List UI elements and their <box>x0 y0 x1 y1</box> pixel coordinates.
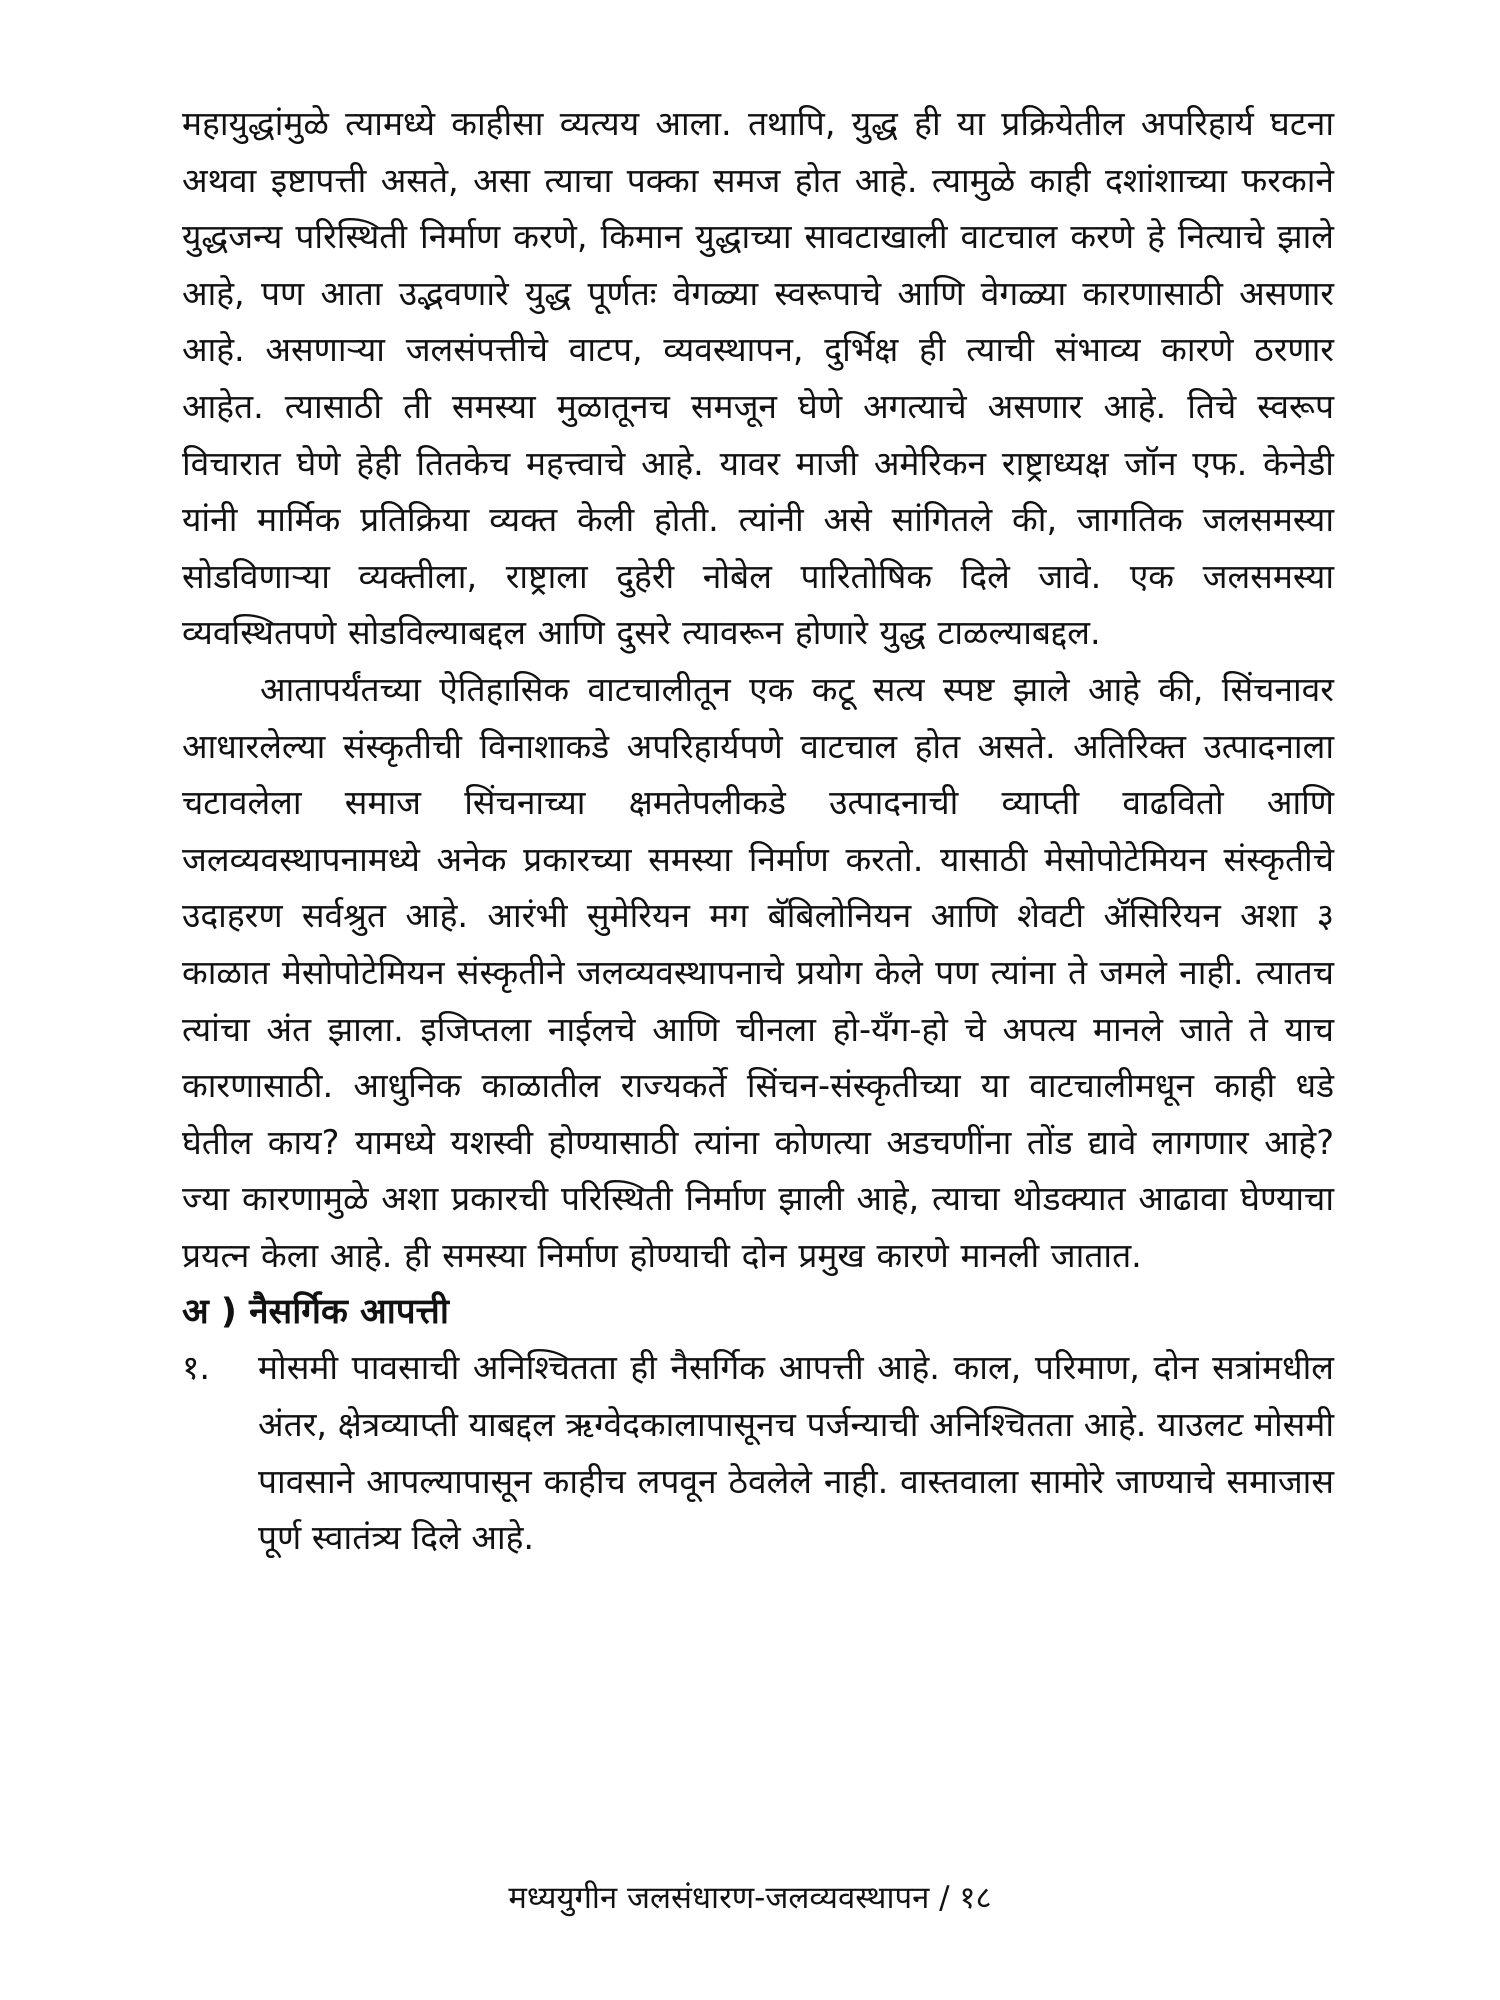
paragraph-1: महायुद्धांमुळे त्यामध्ये काहीसा व्यत्यय आला. तथापि, युद्ध ही या प्रक्रियेतील अपरिहार्य घटना अथवा इष्टापत्ती असते, असा त्याचा पक्का समज होत आहे. त्यामुळे काही दशांशाच्या फरकाने युद्धजन्य परिस्थिती निर्माण करणे, किमान युद्धाच्या सावटाखाली वाटचाल करणे हे नित्याचे झाले आहे, पण आता उद्भवणारे युद्ध पूर्णतः वेगळ्या स्वरूपाचे आणि वेगळ्या कारणासाठी असणार आहे. असणाऱ्या जलसंपत्तीचे वाटप, व्यवस्थापन, दुर्भिक्ष ही त्याची संभाव्य कारणे ठरणार आहेत. त्यासाठी ती समस्या मुळातूनच समजून घेणे अगत्याचे असणार आहे. तिचे स्वरूप विचारात घेणे हेही तितकेच महत्त्वाचे आहे. यावर माजी अमेरिकन राष्ट्राध्यक्ष जॉन एफ. केनेडी यांनी मार्मिक प्रतिक्रिया व्यक्त केली होती. त्यांनी असे सांगितले की, जागतिक जलसमस्या सोडविणाऱ्या व्यक्तीला, राष्ट्राला दुहेरी नोबेल पारितोषिक दिले जावे. एक जलसमस्या व्यवस्थितपणे सोडविल्याबद्दल आणि दुसरे त्यावरून होणारे युद्ध टाळल्याबद्दल. <box>182 104 1334 653</box>
list-item-number: १. <box>182 1348 211 1388</box>
paragraph-2: आतापर्यंतच्या ऐतिहासिक वाटचालीतून एक कटू सत्य स्पष्ट झाले आहे की, सिंचनावर आधारलेल्या संस्कृतीची विनाशाकडे अपरिहार्यपणे वाटचाल होत असते. अतिरिक्त उत्पादनाला चटावलेला समाज सिंचनाच्या क्षमतेपलीकडे उत्पादनाची व्याप्ती वाढवितो आणि जलव्यवस्थापनामध्ये अनेक प्रकारच्या समस्या निर्माण करतो. यासाठी मेसोपोटेमियन संस्कृतीचे उदाहरण सर्वश्रुत आहे. आरंभी सुमेरियन मग बॅबिलोनियन आणि शेवटी ॲसिरियन अशा ३ काळात मेसोपोटेमियन संस्कृतीने जलव्यवस्थापनाचे प्रयोग केले पण त्यांना ते जमले नाही. त्यातच त्यांचा अंत झाला. इजिप्तला नाईलचे आणि चीनला हो-यॅंग-हो चे अपत्य मानले जाते ते याच कारणासाठी. आधुनिक काळातील राज्यकर्ते सिंचन-संस्कृतीच्या या वाटचालीमधून काही धडे घेतील काय? यामध्ये यशस्वी होण्यासाठी त्यांना कोणत्या अडचणींना तोंड द्यावे लागणार आहे? ज्या कारणामुळे अशा प्रकारची परिस्थिती निर्माण झाली आहे, त्याचा थोडक्यात आढावा घेण्याचा प्रयत्न केला आहे. ही समस्या निर्माण होण्याची दोन प्रमुख कारणे मानली जातात. <box>182 669 1334 1275</box>
page-body <box>182 96 1334 1567</box>
list-item <box>182 1340 1334 1566</box>
page-footer: मध्ययुगीन जलसंधारण-जलव्यवस्थापन / १८ <box>508 1880 992 1916</box>
section-heading: अ ) नैसर्गिक आपत्ती <box>182 1292 449 1333</box>
list-item-text: मोसमी पावसाची अनिश्चितता ही नैसर्गिक आपत्ती आहे. काल, परिमाण, दोन सत्रांमधील अंतर, क्षेत्रव्याप्ती याबद्दल ऋग्वेदकालापासूनच पर्जन्याची अनिश्चितता आहे. याउलट मोसमी पावसाने आपल्यापासून काहीच लपवून ठेवलेले नाही. वास्तवाला सामोरे जाण्याचे समाजास पूर्ण स्वातंत्र्य दिले आहे. <box>258 1348 1334 1558</box>
